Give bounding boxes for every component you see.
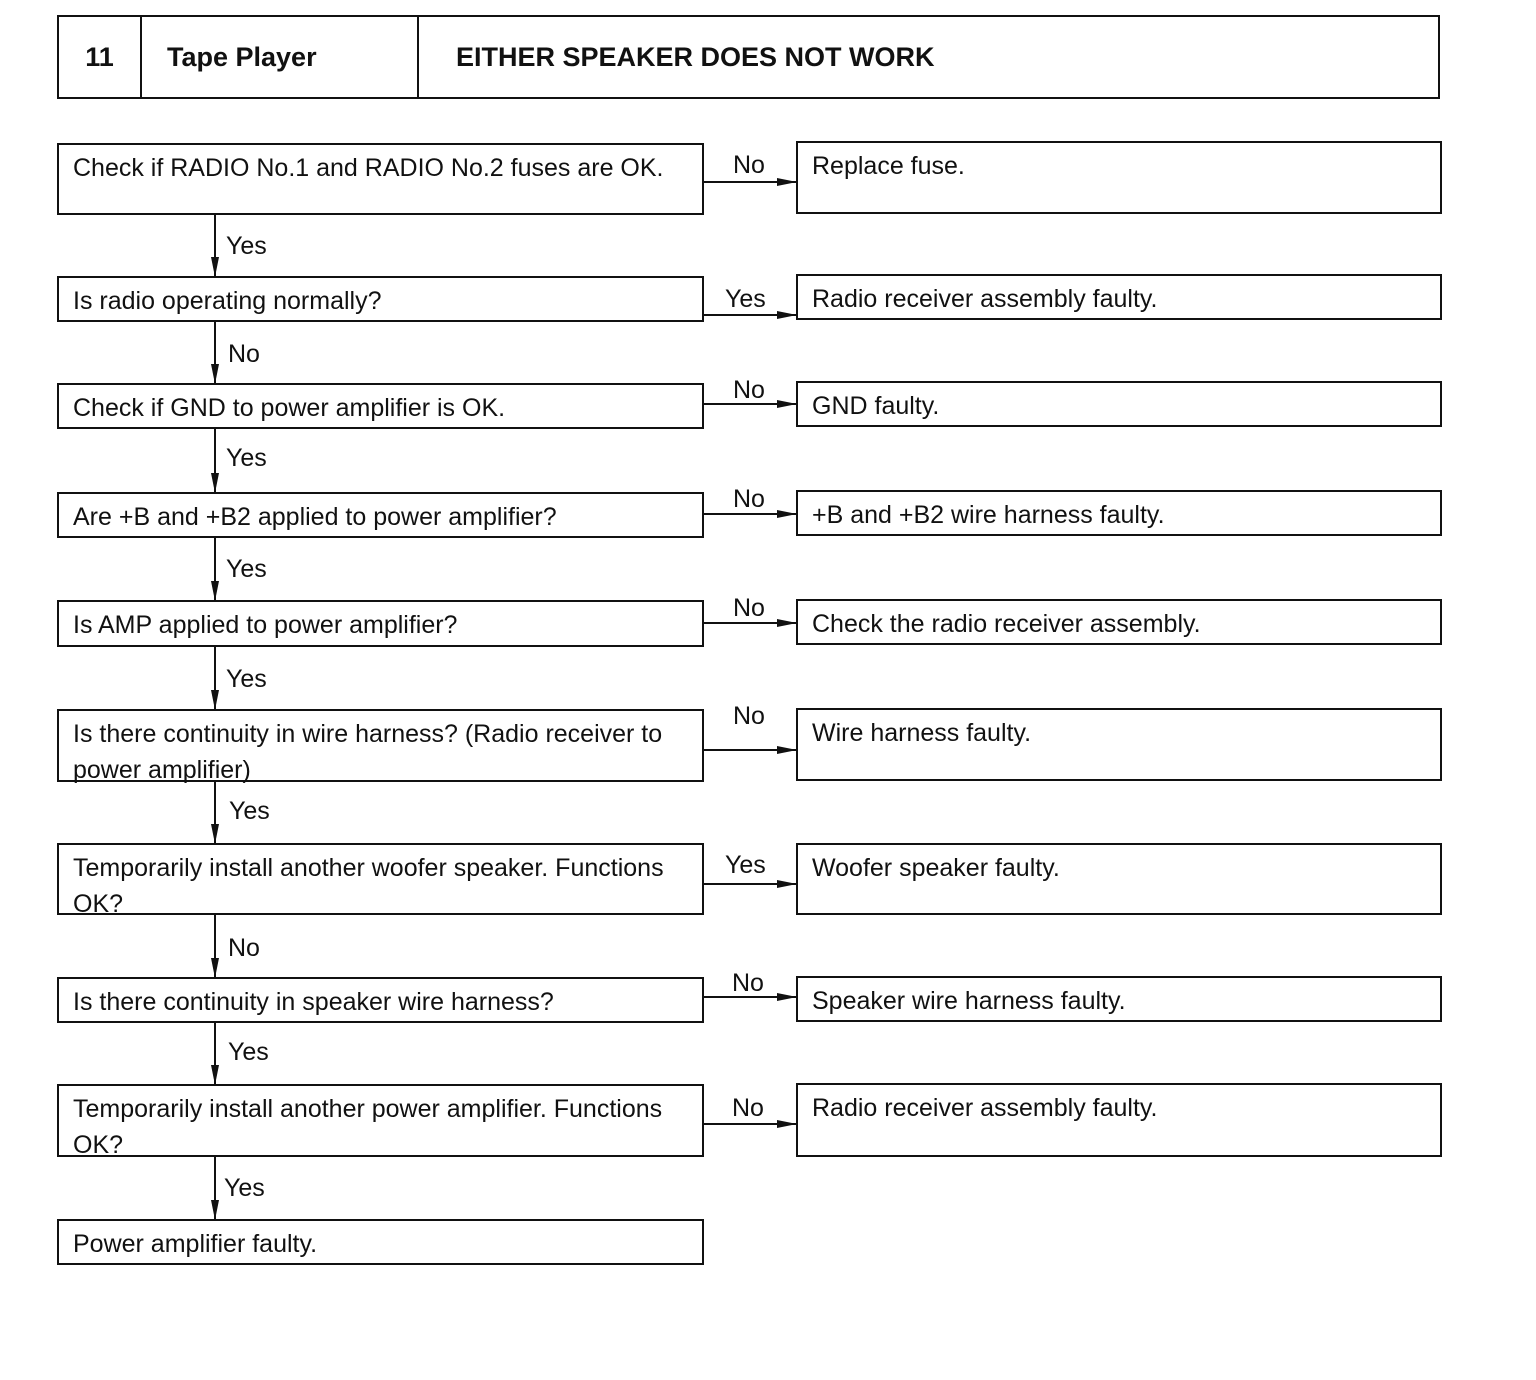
- question-box-5: Is AMP applied to power amplifier?: [57, 600, 704, 647]
- branch-label-2: Yes: [725, 285, 766, 313]
- header-table: [57, 15, 1440, 99]
- branch-label-7: Yes: [725, 851, 766, 879]
- result-box-7: Woofer speaker faulty.: [796, 843, 1442, 915]
- next-label-9: Yes: [224, 1174, 265, 1202]
- next-label-6: Yes: [229, 797, 270, 825]
- result-box-5: Check the radio receiver assembly.: [796, 599, 1442, 645]
- question-box-3: Check if GND to power amplifier is OK.: [57, 383, 704, 429]
- branch-label-5: No: [733, 594, 765, 622]
- result-box-2: Radio receiver assembly faulty.: [796, 274, 1442, 320]
- branch-label-8: No: [732, 969, 764, 997]
- branch-label-3: No: [733, 376, 765, 404]
- next-label-8: Yes: [228, 1038, 269, 1066]
- question-box-8: Is there continuity in speaker wire harness?: [57, 977, 704, 1023]
- branch-label-9: No: [732, 1094, 764, 1122]
- question-box-1: Check if RADIO No.1 and RADIO No.2 fuses are OK.: [57, 143, 704, 215]
- section-name: Tape Player: [142, 17, 419, 97]
- branch-label-1: No: [733, 151, 765, 179]
- question-box-7: Temporarily install another woofer speaker. Functions OK?: [57, 843, 704, 915]
- question-box-9: Temporarily install another power amplifier. Functions OK?: [57, 1084, 704, 1157]
- result-box-8: Speaker wire harness faulty.: [796, 976, 1442, 1022]
- next-label-7: No: [228, 934, 260, 962]
- next-label-5: Yes: [226, 665, 267, 693]
- question-box-4: Are +B and +B2 applied to power amplifier?: [57, 492, 704, 538]
- section-number: 11: [59, 17, 142, 97]
- question-box-2: Is radio operating normally?: [57, 276, 704, 322]
- page-title: EITHER SPEAKER DOES NOT WORK: [456, 41, 935, 72]
- result-box-6: Wire harness faulty.: [796, 708, 1442, 781]
- next-label-4: Yes: [226, 555, 267, 583]
- result-box-3: GND faulty.: [796, 381, 1442, 427]
- result-box-4: +B and +B2 wire harness faulty.: [796, 490, 1442, 536]
- next-label-3: Yes: [226, 444, 267, 472]
- next-label-2: No: [228, 340, 260, 368]
- final-result-box: Power amplifier faulty.: [57, 1219, 704, 1265]
- question-box-6: Is there continuity in wire harness? (Radio receiver to power amplifier): [57, 709, 704, 782]
- next-label-1: Yes: [226, 232, 267, 260]
- result-box-9: Radio receiver assembly faulty.: [796, 1083, 1442, 1157]
- result-box-1: Replace fuse.: [796, 141, 1442, 214]
- branch-label-4: No: [733, 485, 765, 513]
- branch-label-6: No: [733, 702, 765, 730]
